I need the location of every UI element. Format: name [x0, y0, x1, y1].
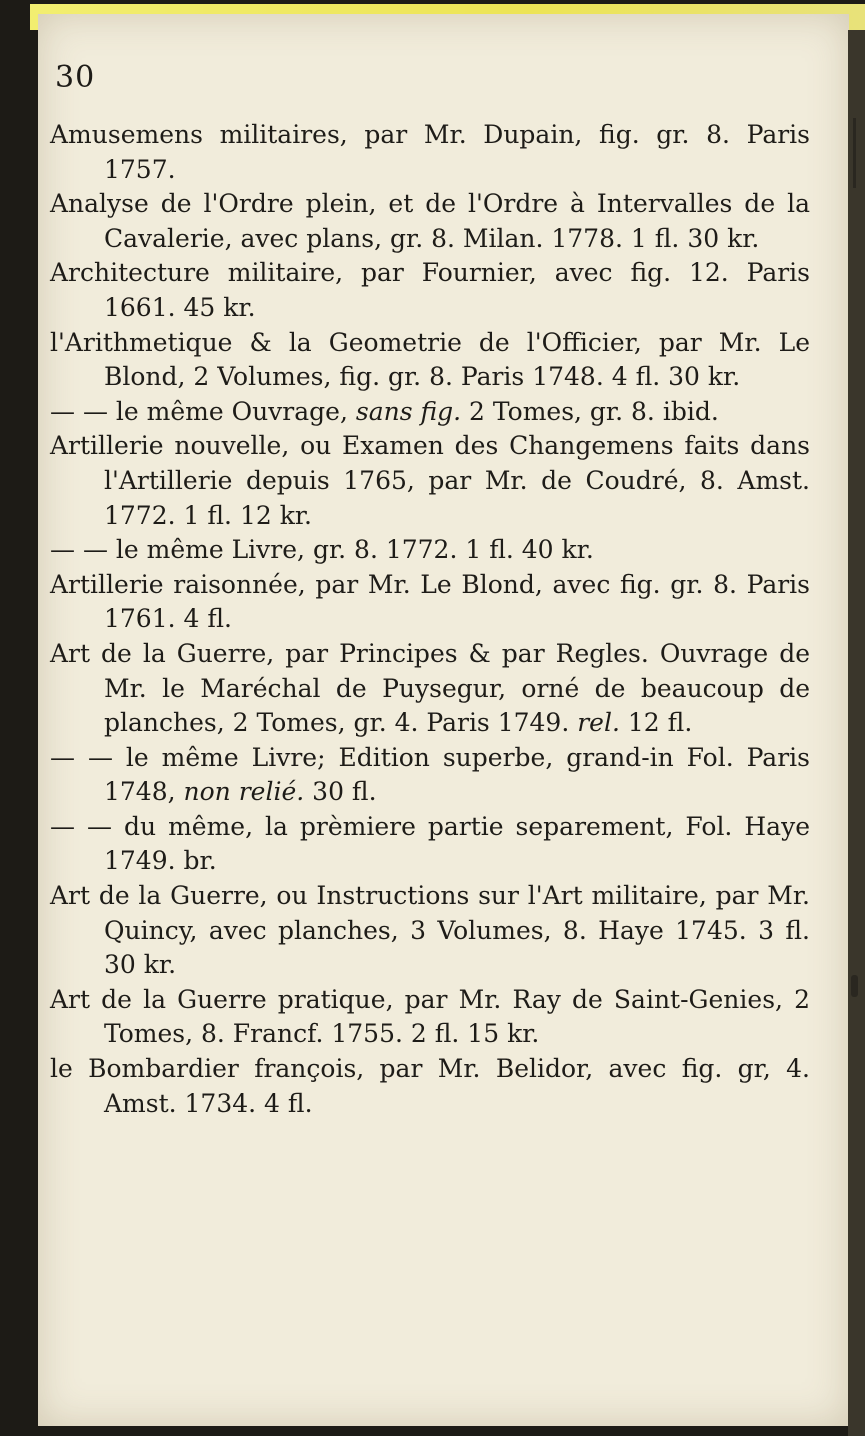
- catalogue-entry: [50, 741, 810, 810]
- entry-italic: rel.: [577, 708, 620, 738]
- catalogue-entry: [50, 983, 810, 1052]
- entry-text: 12 fl.: [619, 708, 693, 738]
- entry-text: — — le même Ouvrage,: [50, 396, 356, 426]
- entry-text: le Bombardier françois, par Mr. Belidor, avec fig. gr, 4. Amst. 1734. 4 fl.: [50, 1054, 810, 1118]
- catalogue-entry: [50, 533, 810, 568]
- entry-text: — — le même Livre, gr. 8. 1772. 1 fl. 40 kr.: [50, 535, 594, 565]
- entry-text: 2 Tomes, gr. 8. ibid.: [461, 396, 719, 426]
- entry-italic: non relié.: [183, 777, 305, 807]
- entry-text: Art de la Guerre, par Principes & par Regles. Ouvrage de Mr. le Maréchal de Puysegur, orné de beaucoup de planches, 2 Tomes, gr. 4. Paris 1749.: [50, 638, 810, 738]
- catalogue-entry: [50, 395, 810, 430]
- catalogue-entry: [50, 326, 810, 395]
- entry-text: Artillerie nouvelle, ou Examen des Changemens faits dans l'Artillerie depuis 1765, par Mr. de Coudré, 8. Amst. 1772. 1 fl. 12 kr.: [50, 431, 810, 530]
- page-number: 30: [55, 60, 96, 95]
- catalogue-entry: [50, 187, 810, 256]
- entry-text: Amusemens militaires, par Mr. Dupain, fig. gr. 8. Paris 1757.: [50, 120, 810, 184]
- catalogue-entry: [50, 429, 810, 533]
- catalogue-entry: [50, 118, 810, 187]
- entry-text: — — du même, la prèmiere partie separement, Fol. Haye 1749. br.: [50, 811, 810, 876]
- entry-text: Analyse de l'Ordre plein, et de l'Ordre à Intervalles de la Cavalerie, avec plans, gr. 8. Milan. 1778. 1 fl. 30 kr.: [50, 189, 810, 253]
- catalogue-entry: [50, 637, 810, 741]
- entry-text: Architecture militaire, par Fournier, avec fig. 12. Paris 1661. 45 kr.: [50, 258, 810, 322]
- catalogue-entry: [50, 1052, 810, 1121]
- entry-text: — — le même Livre; Edition superbe, grand-in Fol. Paris 1748,: [50, 742, 810, 807]
- margin-mark: [853, 118, 856, 188]
- entry-text: Art de la Guerre, ou Instructions sur l'Art militaire, par Mr. Quincy, avec planches, 3 Volumes, 8. Haye 1745. 3 fl. 30 kr.: [50, 881, 810, 980]
- catalogue-entry: [50, 879, 810, 983]
- entry-text: Artillerie raisonnée, par Mr. Le Blond, avec fig. gr. 8. Paris 1761. 4 fl.: [50, 569, 810, 634]
- entry-text: Art de la Guerre pratique, par Mr. Ray de Saint-Genies, 2 Tomes, 8. Francf. 1755. 2 fl. 15 kr.: [50, 984, 810, 1049]
- entry-text: l'Arithmetique & la Geometrie de l'Officier, par Mr. Le Blond, 2 Volumes, fig. gr. 8. Paris 1748. 4 fl. 30 kr.: [50, 327, 810, 392]
- catalogue-entry: [50, 256, 810, 325]
- catalogue-entry: [50, 810, 810, 879]
- entry-italic: sans fig.: [355, 396, 462, 426]
- margin-mark: [851, 975, 858, 997]
- entry-text: 30 fl.: [304, 777, 377, 807]
- catalogue-entries: [50, 118, 810, 1121]
- page-edge-shadow: [848, 30, 865, 1436]
- catalogue-entry: [50, 568, 810, 637]
